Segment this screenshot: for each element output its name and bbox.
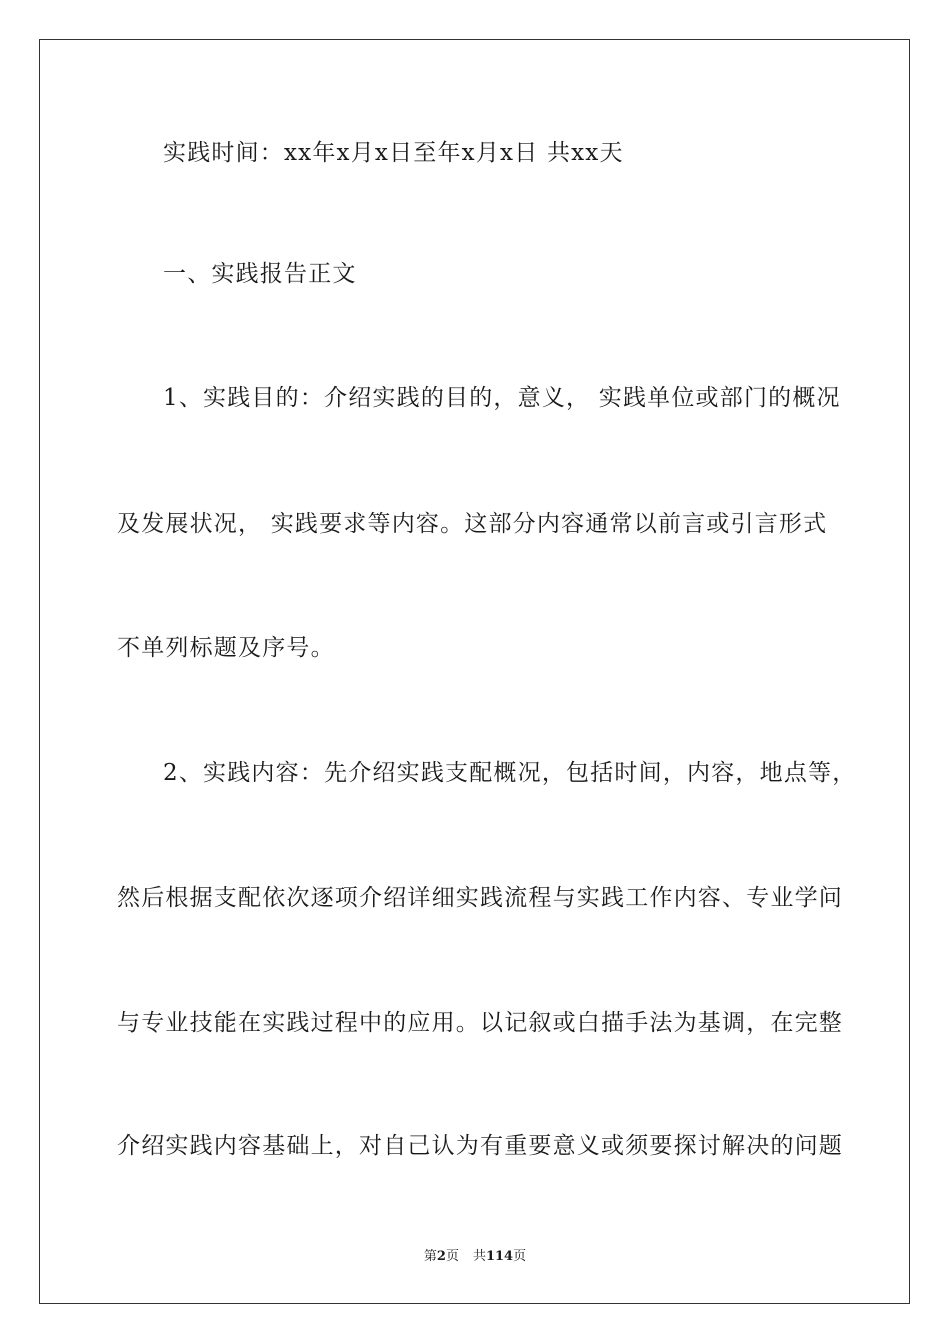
footer-total-pages: 114	[485, 1249, 514, 1264]
paragraph-2-line-1: 2、实践内容：先介绍实践支配概况，包括时间，内容，地点等，	[163, 760, 857, 786]
paragraph-1-line-1: 1、实践目的：介绍实践的目的，意义， 实践单位或部门的概况	[163, 385, 841, 411]
practice-time-line: 实践时间：xx年x月x日至年x月x日 共xx天	[163, 140, 624, 166]
section-heading: 一、实践报告正文	[163, 261, 357, 287]
footer-total-suffix: 页	[513, 1249, 527, 1264]
paragraph-2-line-4: 介绍实践内容基础上，对自己认为有重要意义或须要探讨解决的问题	[117, 1133, 843, 1159]
paragraph-1-line-2: 及发展状况， 实践要求等内容。这部分内容通常以前言或引言形式	[117, 511, 828, 537]
footer-page-number: 2	[436, 1249, 446, 1264]
page-footer	[0, 1249, 950, 1265]
paragraph-2-line-2: 然后根据支配依次逐项介绍详细实践流程与实践工作内容、专业学问	[117, 885, 843, 911]
footer-total-prefix: 共	[472, 1249, 486, 1264]
paragraph-2-line-3: 与专业技能在实践过程中的应用。以记叙或白描手法为基调，在完整	[117, 1010, 843, 1036]
footer-page-suffix: 页	[445, 1249, 459, 1264]
footer-page-prefix: 第	[423, 1249, 437, 1264]
page-frame	[39, 39, 910, 1304]
paragraph-1-line-3: 不单列标题及序号。	[117, 635, 335, 661]
